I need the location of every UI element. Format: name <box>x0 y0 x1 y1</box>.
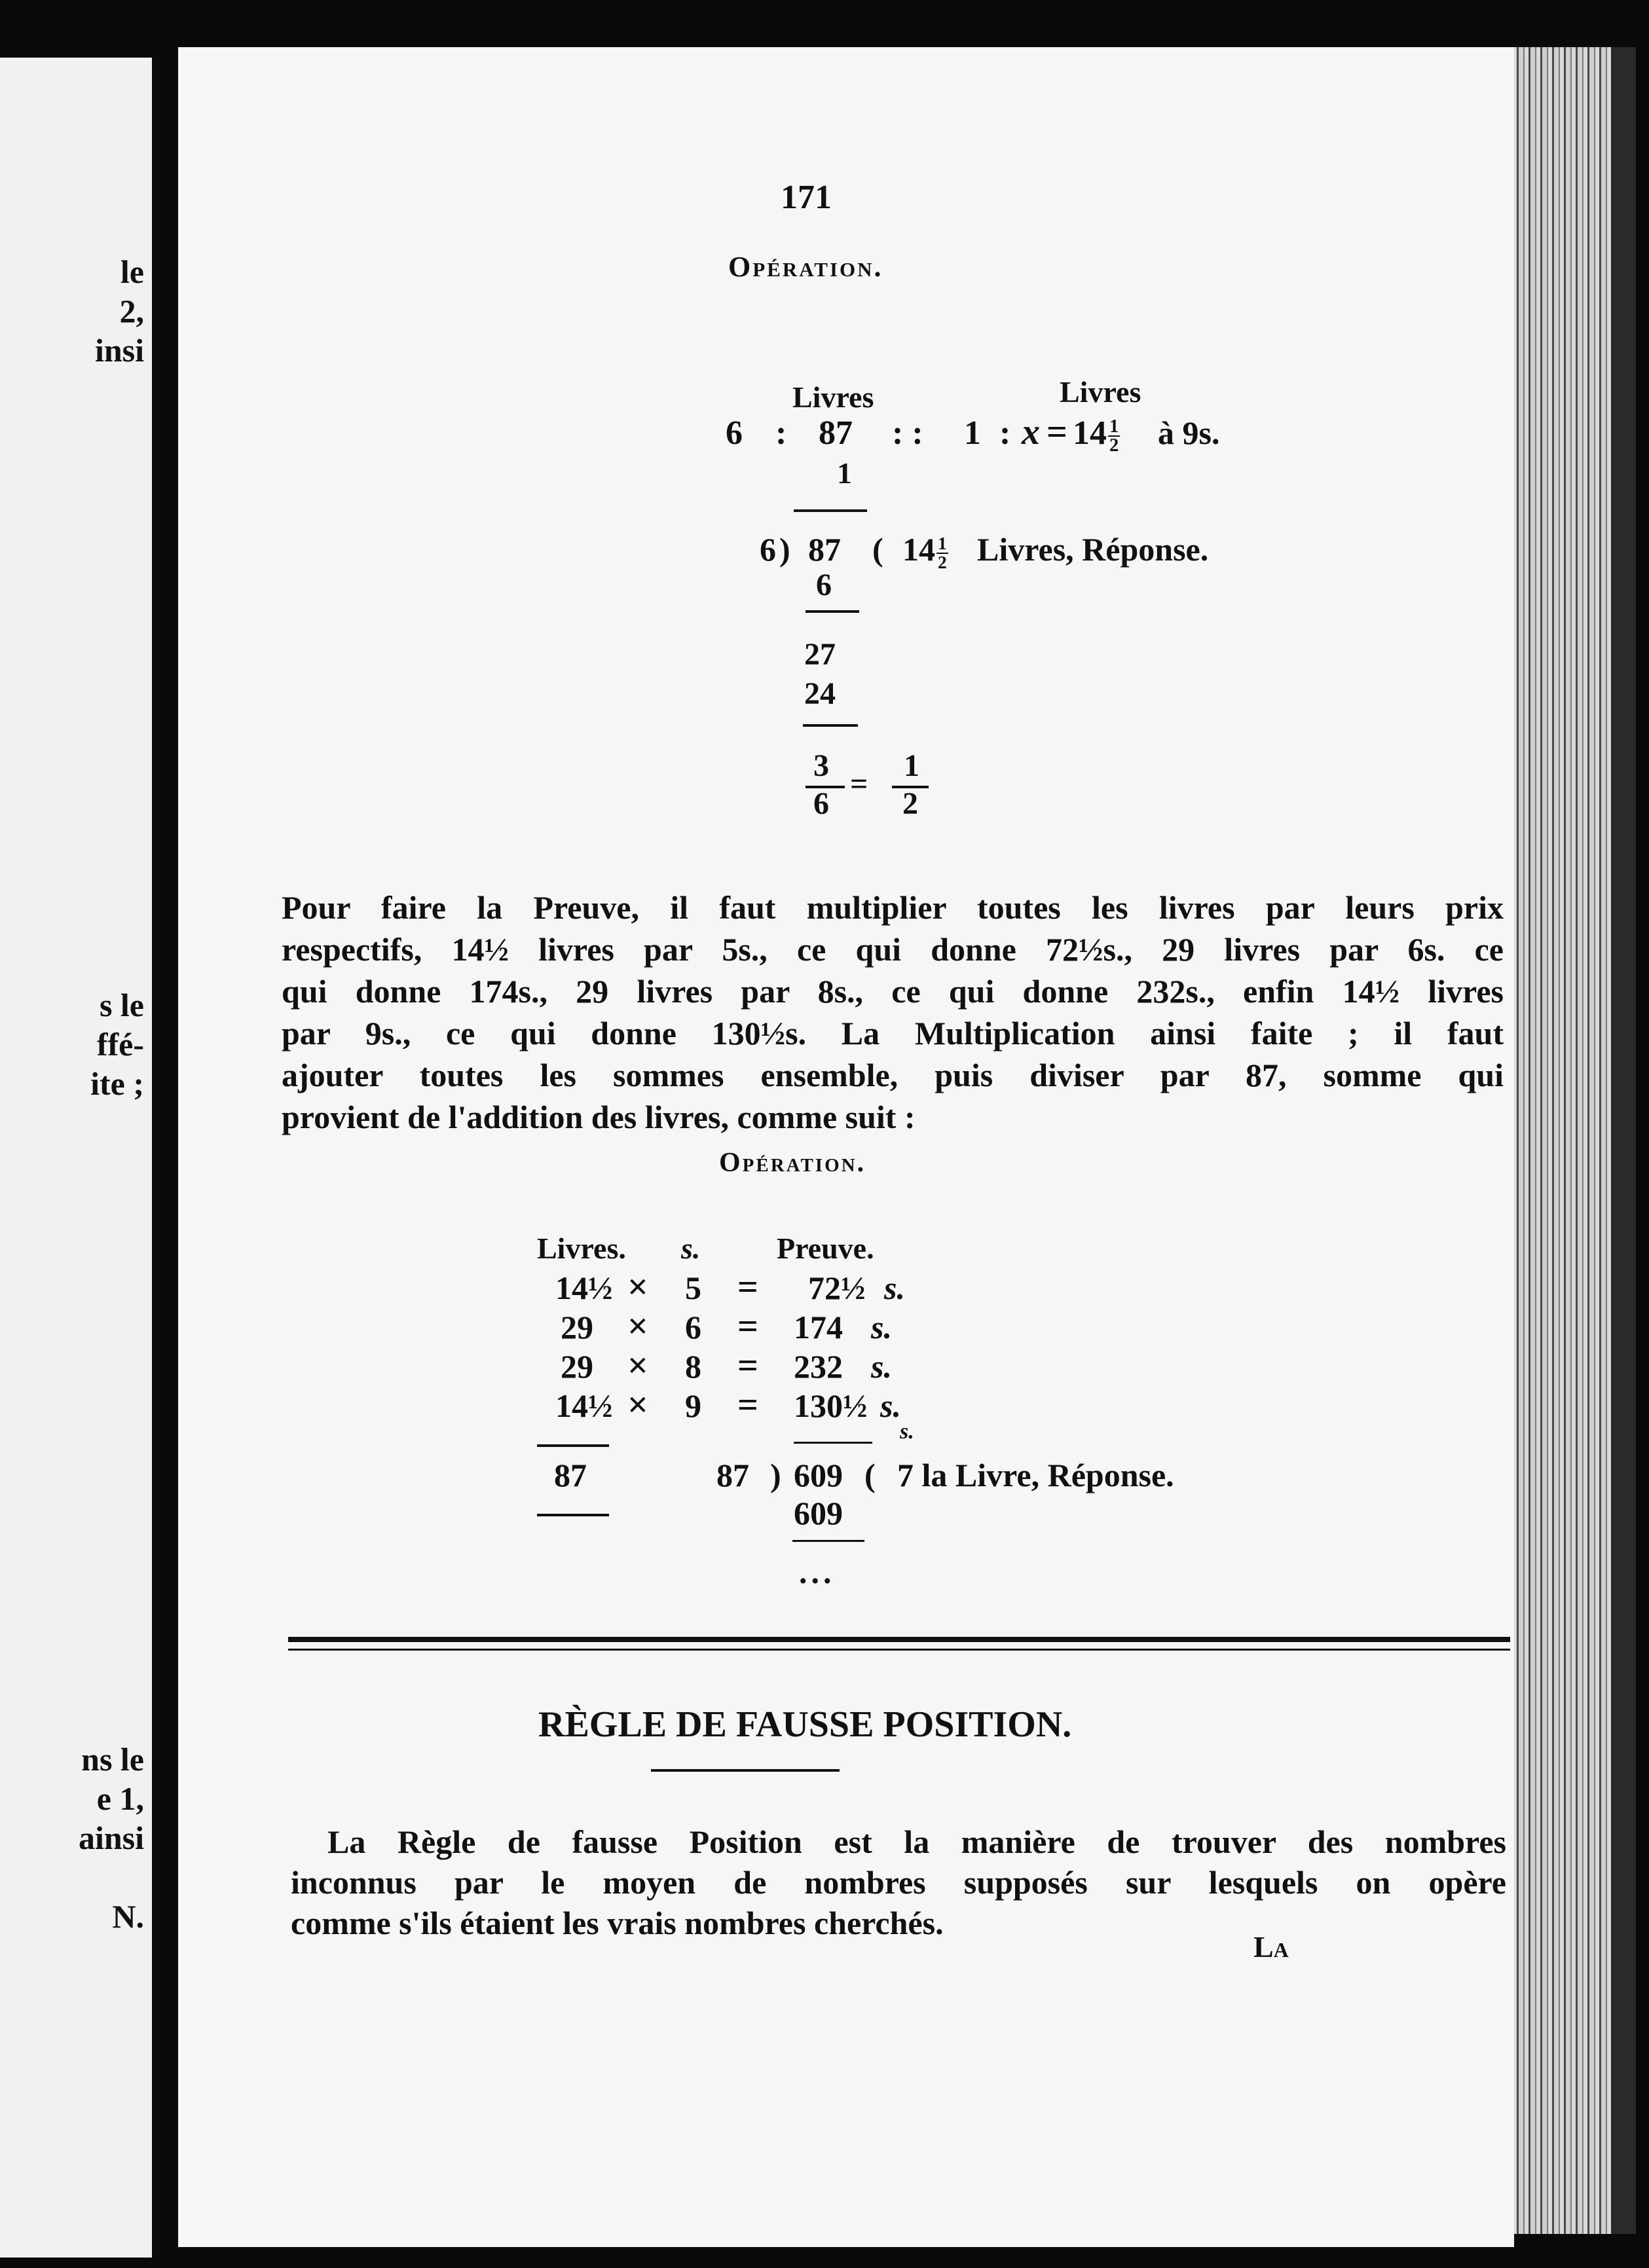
left-fragment: ns le <box>81 1741 144 1778</box>
division-answer: Livres, Réponse. <box>977 531 1209 568</box>
paragraph-line: provient de l'addition des livres, comme suit : <box>282 1099 916 1135</box>
column-header-sous: s. <box>681 1232 701 1265</box>
quotient-whole: 14 <box>902 531 935 568</box>
proportion-colon: : : <box>892 414 923 452</box>
multiplier: 1 <box>837 456 852 490</box>
section-rule-thin <box>288 1649 1510 1651</box>
left-fragment: insi <box>94 332 144 369</box>
remainder-denominator: 6 <box>813 786 829 821</box>
paragraph-line: ajouter toutes les sommes ensemble, puis diviser par 87, somme qui <box>282 1057 1504 1093</box>
division-remainder-dots: ... <box>799 1554 836 1590</box>
row-preuve: 130½ <box>794 1387 868 1424</box>
rule <box>803 724 858 727</box>
proportion-term: 87 <box>819 414 853 452</box>
row-unit: s. <box>871 1309 892 1345</box>
proportion-unknown: x <box>1022 412 1040 452</box>
rule <box>792 1540 864 1542</box>
rule <box>794 509 867 512</box>
left-fragment: 2, <box>119 293 144 329</box>
row-livres: 29 <box>561 1348 593 1385</box>
reduced-numerator: 1 <box>904 748 919 783</box>
left-page-fragment <box>0 58 152 2258</box>
division-step: 27 <box>804 637 836 672</box>
section-rule-thick <box>288 1637 1510 1642</box>
paragraph-line: respectifs, 14½ livres par 5s., ce qui donne 72½s., 29 livres par 6s. ce <box>282 931 1504 968</box>
row-livres: 29 <box>561 1309 593 1345</box>
proportion-colon: : <box>775 414 787 452</box>
row-sous: 6 <box>685 1309 701 1345</box>
column-header-livres: Livres. <box>537 1232 626 1265</box>
row-preuve: 232 <box>794 1348 843 1385</box>
row-sous: 8 <box>685 1348 701 1385</box>
page-number: 171 <box>781 179 832 216</box>
paragraph-line: qui donne 174s., 29 livres par 8s., ce qui donne 232s., enfin 14½ livres <box>282 973 1504 1010</box>
left-fragment: ite ; <box>90 1065 144 1102</box>
proportion-equals: = <box>1047 412 1067 452</box>
column-header-preuve: Preuve. <box>777 1232 874 1265</box>
division-quotient <box>902 530 950 571</box>
times-sign: × <box>627 1385 648 1425</box>
sum-rule <box>537 1514 609 1516</box>
division-divisor: 6 <box>760 531 776 568</box>
left-fragment: s le <box>99 987 144 1023</box>
row-livres: 14½ <box>555 1270 613 1306</box>
left-fragment: ffé- <box>96 1026 144 1063</box>
rule <box>794 1442 872 1444</box>
proof-paragraph <box>282 887 1504 1138</box>
row-unit: s. <box>880 1387 901 1424</box>
paragraph-line: Pour faire la Preuve, il faut multiplier toutes les livres par leurs prix <box>282 889 1504 926</box>
proportion-term: 6 <box>726 414 743 452</box>
left-fragment: e 1, <box>96 1780 144 1817</box>
operation-heading: Opération. <box>719 1148 866 1178</box>
proportion-colon: : <box>999 414 1011 452</box>
section-paragraph <box>291 1821 1506 1943</box>
division-step: 24 <box>804 676 836 711</box>
division-answer: 7 la Livre, Réponse. <box>897 1457 1174 1493</box>
row-preuve: 72½ <box>808 1270 866 1306</box>
remainder-numerator: 3 <box>813 748 829 783</box>
times-sign: × <box>627 1345 648 1386</box>
paragraph-line: par 9s., ce qui donne 130½s. La Multiplication ainsi faite ; il faut <box>282 1015 1504 1052</box>
fraction <box>1108 418 1120 454</box>
paragraph-line: comme s'ils étaient les vrais nombres cherchés. <box>291 1905 944 1941</box>
fraction-denominator: 2 <box>1109 435 1119 456</box>
division-step: 6 <box>816 568 832 602</box>
fraction-numerator: 1 <box>1109 416 1119 437</box>
page-edge <box>1513 47 1611 2234</box>
row-sous: 5 <box>685 1270 701 1306</box>
left-fragment: le <box>120 253 144 290</box>
proportion-result <box>1073 414 1121 454</box>
equals-sign: = <box>737 1385 758 1425</box>
division-paren: ) <box>779 531 790 568</box>
row-unit: s. <box>871 1348 892 1385</box>
left-fragment: ainsi <box>78 1820 144 1856</box>
left-fragment: N. <box>112 1898 144 1935</box>
division-divisor: 87 <box>716 1457 749 1493</box>
book-page <box>178 47 1514 2247</box>
times-sign: × <box>627 1267 648 1308</box>
fraction <box>936 535 948 570</box>
proportion-price: à 9s. <box>1158 414 1220 451</box>
reduced-denominator: 2 <box>902 786 918 821</box>
times-sign: × <box>627 1306 648 1347</box>
sum-rule <box>537 1444 609 1447</box>
rule <box>806 610 859 613</box>
paragraph-line: inconnus par le moyen de nombres supposés sur lesquels on opère <box>291 1864 1506 1901</box>
fraction-denominator: 2 <box>938 551 947 572</box>
section-title: RÈGLE DE FAUSSE POSITION. <box>538 1704 1072 1745</box>
row-preuve: 174 <box>794 1309 843 1345</box>
division-dividend: 609 <box>794 1457 843 1493</box>
operation-heading: Opération. <box>728 251 883 283</box>
equals-sign: = <box>737 1345 758 1386</box>
sous-mark: s. <box>900 1419 914 1444</box>
proportion-term: 1 <box>964 414 981 452</box>
catchword: La <box>1253 1930 1289 1964</box>
division-open-paren: ( <box>872 531 883 568</box>
fraction-numerator: 1 <box>938 533 947 554</box>
division-open-paren: ( <box>864 1457 876 1493</box>
division-subtract: 609 <box>794 1495 843 1531</box>
ornamental-rule <box>651 1769 840 1772</box>
result-whole: 14 <box>1073 414 1107 452</box>
equals-sign: = <box>737 1267 758 1308</box>
row-sous: 9 <box>685 1387 701 1424</box>
equals-sign: = <box>737 1306 758 1347</box>
book-edge-shadow <box>1611 47 1636 2234</box>
row-unit: s. <box>884 1270 905 1306</box>
equals-sign: = <box>850 767 868 801</box>
paragraph-line: La Règle de fausse Position est la manière de trouver des nombres <box>327 1823 1506 1860</box>
total-livres: 87 <box>554 1457 587 1493</box>
division-paren: ) <box>770 1457 781 1493</box>
row-livres: 14½ <box>555 1387 613 1424</box>
division-dividend: 87 <box>808 531 841 568</box>
column-label-livres: Livres <box>1060 375 1141 409</box>
column-label-livres: Livres <box>792 380 874 414</box>
